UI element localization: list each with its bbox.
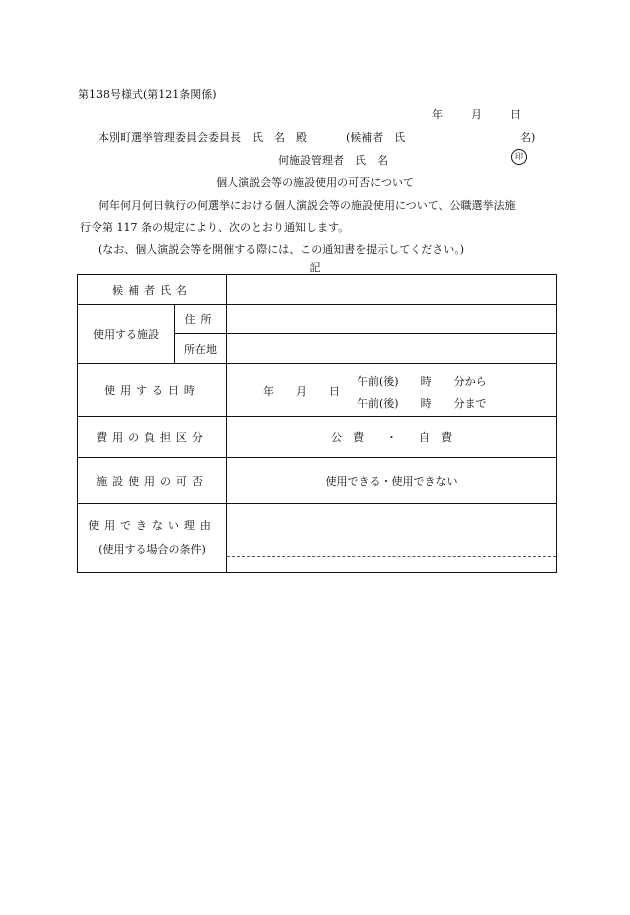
form-number: 第138号様式(第121条関係) [78,88,217,101]
date-day: 日 [510,108,521,121]
row-reason [78,504,557,573]
field-permit[interactable]: 使用できる・使用できない [227,458,557,504]
label-candidate-name: 候補者氏名 [78,275,227,305]
body-line-2: 行令第 117 条の規定により、次のとおり通知します。 [80,221,350,234]
reason-divider [227,520,556,557]
label-reason-line2: (使用する場合の条件) [98,543,206,556]
field-cost[interactable]: 公 費 ・ 自 費 [227,417,557,458]
field-location[interactable] [227,334,557,364]
date-month: 月 [471,108,482,121]
row-candidate-name [78,275,557,305]
label-reason-line1: 使用できない理由 [88,519,216,532]
row-datetime [78,364,557,417]
row-permit [78,458,557,504]
body-note: (なお、個人演説会等を開催する際には、この通知書を提示してください。) [98,243,465,256]
label-datetime: 使用する日時 [78,364,227,417]
ki-heading: 記 [309,261,321,274]
label-cost: 費用の負担区分 [78,417,227,458]
addressee: 本別町選挙管理委員会委員長 氏 名 殿 [98,131,307,144]
row-facility-address [78,305,557,334]
facility-manager: 何施設管理者 氏 名 [278,154,388,167]
field-reason[interactable] [227,504,557,573]
date-year: 年 [432,108,443,121]
label-permit: 施設使用の可否 [78,458,227,504]
field-candidate-name[interactable] [227,275,557,305]
label-facility: 使用する施設 [78,305,175,364]
datetime-from: 午前(後) 時 分から [357,375,487,388]
field-address[interactable] [227,305,557,334]
date-line [432,106,521,122]
label-location: 所在地 [175,334,227,364]
candidate-name-open: (候補者 氏 [346,131,406,144]
document-subject: 個人演説会等の施設使用の可否について [216,176,414,189]
seal-icon: 印 [511,149,527,165]
label-address: 住所 [175,305,227,334]
datetime-to: 午前(後) 時 分まで [357,397,487,410]
datetime-date: 年 月 日 [263,385,340,398]
candidate-name-close: 名) [520,131,536,144]
label-reason [78,504,227,573]
notification-table [77,274,557,573]
row-cost [78,417,557,458]
field-datetime[interactable] [227,364,557,417]
body-line-1: 何年何月何日執行の何選挙における個人演説会等の施設使用について、公職選挙法施 [98,199,516,212]
